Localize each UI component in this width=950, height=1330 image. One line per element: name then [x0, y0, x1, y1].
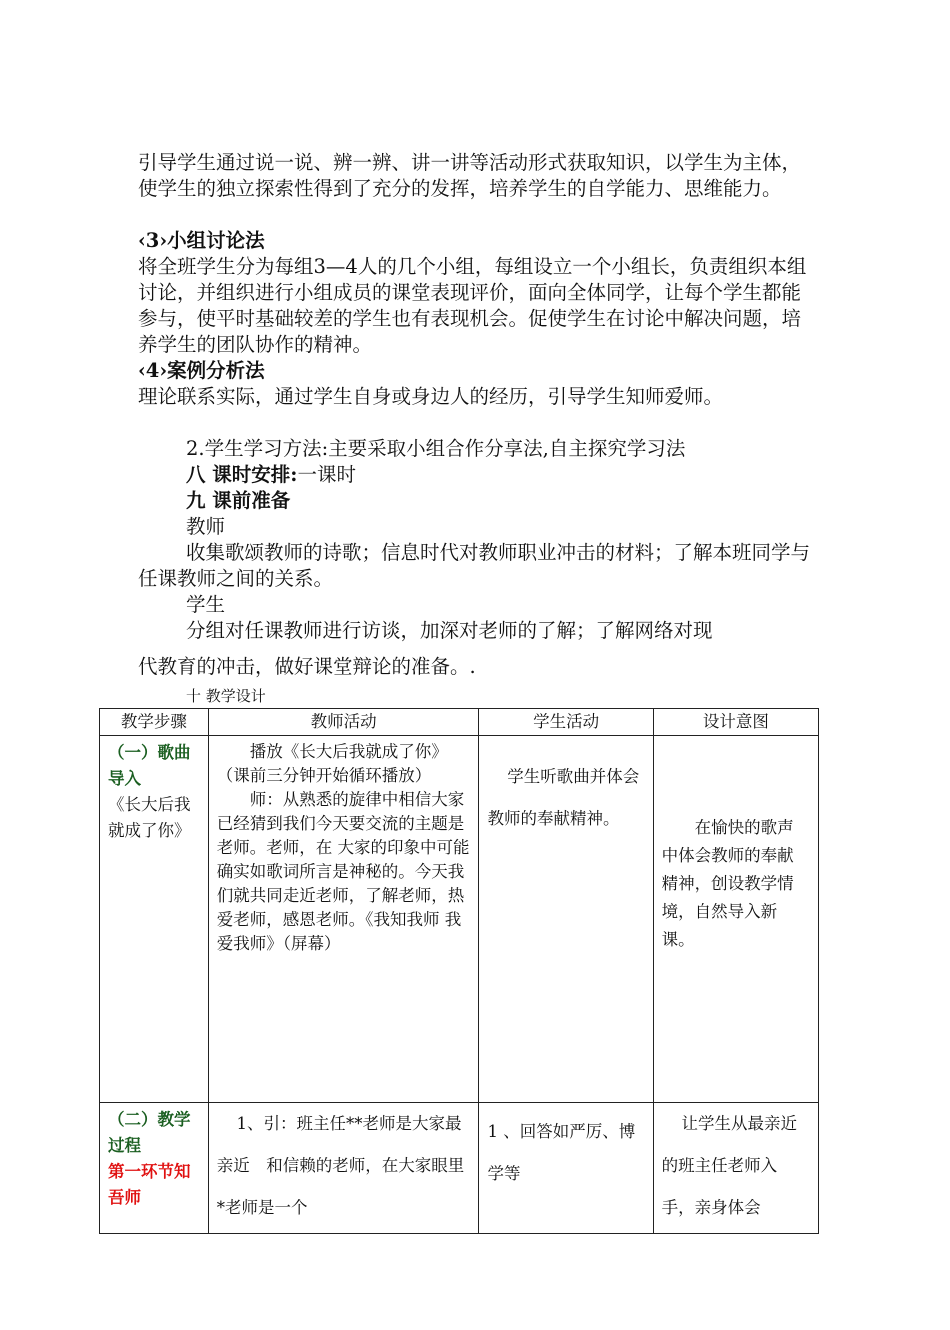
prep-teacher-label: 教师 [186, 515, 226, 538]
step-title: （一）歌曲导入 [108, 743, 191, 788]
method3-heading: ‹3›小组讨论法 [138, 229, 265, 252]
design-title: 十 教学设计 [186, 687, 266, 705]
prep-heading: 九 课前准备 [186, 489, 291, 512]
design-intent-cell: 让学生从最亲近的班主任老师入手，亲身体会 [653, 1103, 818, 1234]
teacher-activity-cell: 1、引：班主任**老师是大家最亲近 和信赖的老师，在大家眼里*老师是一个 [208, 1103, 479, 1234]
teacher-activity-p2: 师：从熟悉的旋律中相信大家已经猜到我们今天要交流的主题是老师。老师，在 大家的印象中可能确实如歌词所言是神秘的。今天我们就共同走近老师，了解老师，热爱老师，感恩老师。《我知我师 我爱我师》（屏幕） [216, 790, 470, 953]
method3-paragraph: 将全班学生分为每组3—4人的几个小组，每组设立一个小组长，负责组织本组讨论，并组织进行小组成员的课堂表现评价，面向全体同学，让每个学生都能参与，使平时基础较差的学生也有表现机会。促使学生在讨论中解决问题，培养学生的团队协作的精神。 [138, 255, 807, 356]
method4-heading: ‹4›案例分析法 [138, 359, 265, 382]
header-step: 教学步骤 [100, 709, 209, 736]
prep-teacher-text: 收集歌颂教师的诗歌；信息时代对教师职业冲击的材料；了解本班同学与任课教师之间的关系。 [138, 541, 811, 590]
header-intent: 设计意图 [653, 709, 818, 736]
teacher-activity-p1: 播放《长大后我就成了你》（课前三分钟开始循环播放） [216, 742, 448, 785]
teacher-activity-cell [208, 736, 479, 1103]
student-activity-cell: 1 、回答如严厉、博学等 [479, 1103, 653, 1234]
prep-student-label: 学生 [186, 593, 226, 616]
table-row [100, 736, 819, 1103]
schedule-value: 一课时 [297, 463, 357, 486]
prep-student-text-1: 分组对任课教师进行访谈，加深对老师的了解；了解网络对现 [186, 619, 713, 642]
intro-paragraph: 引导学生通过说一说、辨一辨、讲一讲等活动形式获取知识，以学生为主体，使学生的独立探索性得到了充分的发挥，培养学生的自学能力、思维能力。 [138, 151, 802, 200]
table-header-row [100, 709, 819, 736]
step-title: （二）教学过程 [108, 1110, 191, 1155]
header-teacher: 教师活动 [208, 709, 479, 736]
method4-paragraph: 理论联系实际，通过学生自身或身边人的经历，引导学生知师爱师。 [138, 385, 724, 408]
student-method-line: 2.学生学习方法:主要采取小组合作分享法,自主探究学习法 [186, 437, 686, 460]
header-student: 学生活动 [479, 709, 653, 736]
lesson-design-table [99, 708, 819, 1234]
step-cell [100, 736, 209, 1103]
step-section: 第一环节知吾师 [108, 1162, 191, 1207]
step-cell [100, 1103, 209, 1234]
design-intent-cell: 在愉快的歌声中体会教师的奉献精神，创设教学情境，自然导入新课。 [653, 736, 818, 1103]
table-row [100, 1103, 819, 1234]
schedule-label: 八 课时安排: [186, 463, 298, 486]
prep-student-text-2: 代教育的冲击，做好课堂辩论的准备。. [138, 655, 476, 678]
student-activity-cell: 学生听歌曲并体会教师的奉献精神。 [479, 736, 653, 1103]
step-subtitle: 《长大后我就成了你》 [108, 795, 191, 840]
schedule-line [186, 462, 866, 488]
